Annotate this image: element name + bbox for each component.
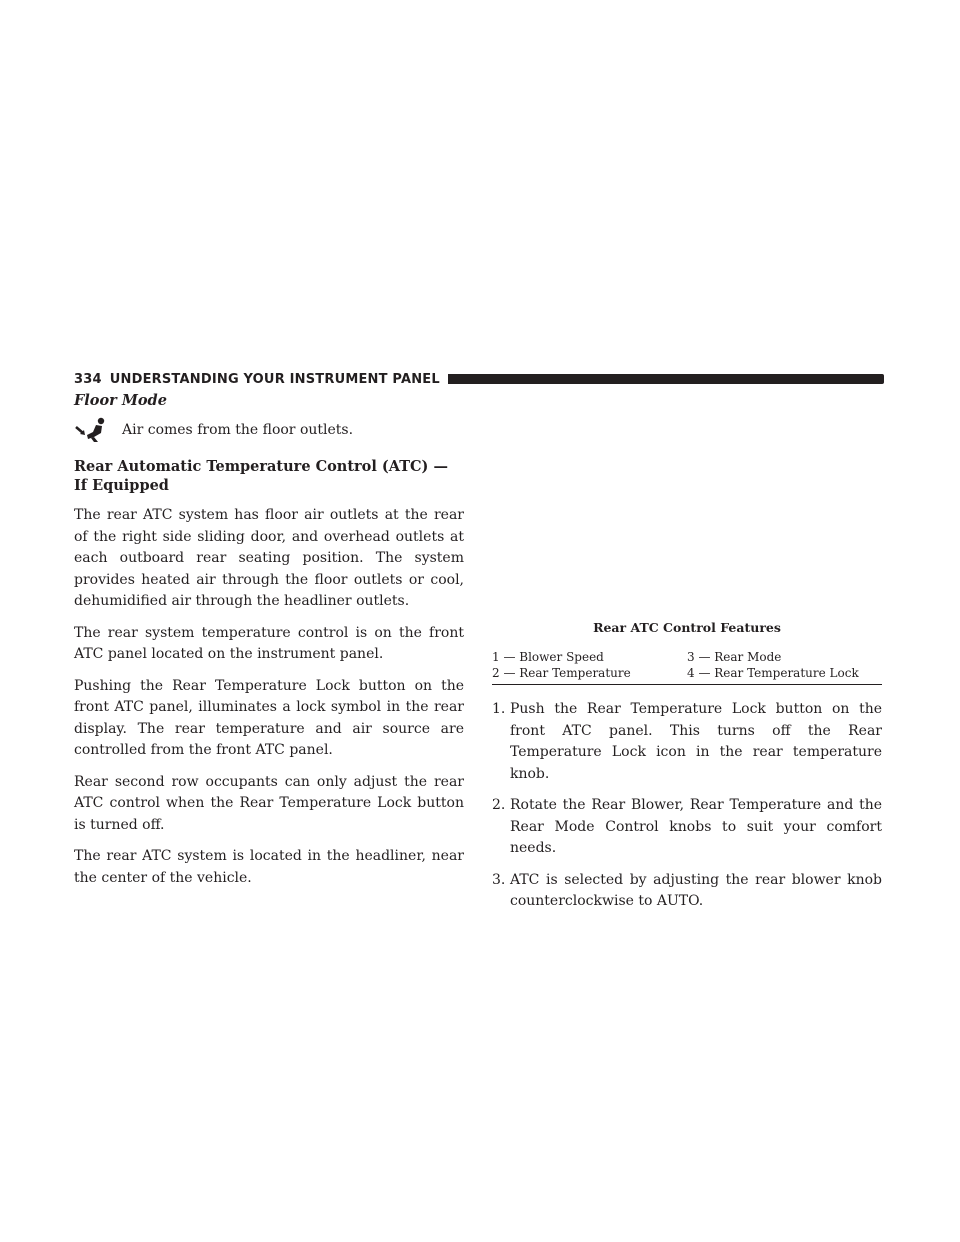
floor-mode-icon: [74, 417, 108, 443]
floor-mode-description: Air comes from the floor outlets.: [122, 422, 354, 438]
paragraph-second-row: Rear second row occupants can only adjust the rear ATC control when the Rear Temperature Lock button is turned off.: [74, 773, 464, 833]
step-number: 1.: [492, 701, 506, 717]
paragraph-system-location: The rear ATC system is located in the headliner, near the center of the vehicle.: [74, 848, 464, 886]
page-number: 334: [74, 371, 102, 387]
paragraph-control-location: The rear system temperature control is on the front ATC panel located on the instrument panel.: [74, 624, 464, 662]
header-rule: [448, 374, 884, 384]
step-number: 3.: [492, 871, 506, 888]
step-item: [492, 795, 882, 860]
legend-row: [492, 665, 882, 681]
right-column: [492, 392, 882, 923]
section-title: UNDERSTANDING YOUR INSTRUMENT PANEL: [109, 371, 440, 387]
figure-legend: [492, 649, 882, 685]
legend-item-rear-temperature-lock: 4 — Rear Temperature Lock: [687, 666, 859, 680]
step-item: [492, 699, 882, 785]
floor-mode-row: [74, 417, 464, 443]
step-text: Rotate the Rear Blower, Rear Temperature and the Rear Mode Control knobs to suit your comfort needs.: [510, 797, 882, 856]
legend-item-blower-speed: 1 — Blower Speed: [492, 650, 604, 664]
figure-caption: Rear ATC Control Features: [593, 620, 781, 635]
step-text: Push the Rear Temperature Lock button on the front ATC panel. This turns off the Rear Temperature Lock icon in the rear temperature knob.: [510, 701, 882, 782]
legend-item-rear-temperature: 2 — Rear Temperature: [492, 666, 631, 680]
floor-mode-title: Floor Mode: [74, 392, 167, 409]
step-text: ATC is selected by adjusting the rear blower knob counterclockwise to AUTO.: [510, 871, 882, 909]
step-item: [492, 870, 882, 913]
figure-placeholder: [492, 392, 882, 620]
legend-row: [492, 649, 882, 665]
rear-atc-heading: Rear Automatic Temperature Control (ATC) — If Equipped: [74, 458, 448, 494]
legend-item-rear-mode: 3 — Rear Mode: [687, 650, 782, 664]
paragraph-lock-button: Pushing the Rear Temperature Lock button on the front ATC panel, illuminates a lock symbol in the rear display. The rear temperature and air source are controlled from the front ATC panel.: [74, 677, 464, 758]
left-column: [74, 392, 464, 899]
procedure-steps: [492, 699, 882, 913]
paragraph-outlets: The rear ATC system has floor air outlets at the rear of the right side sliding door, and overhead outlets at each outboard rear seating position. The system provides heated air through the floor outlets or cool, dehumidified air through the headliner outlets.: [74, 507, 464, 609]
page-header: [74, 370, 884, 388]
step-number: 2.: [492, 797, 506, 813]
